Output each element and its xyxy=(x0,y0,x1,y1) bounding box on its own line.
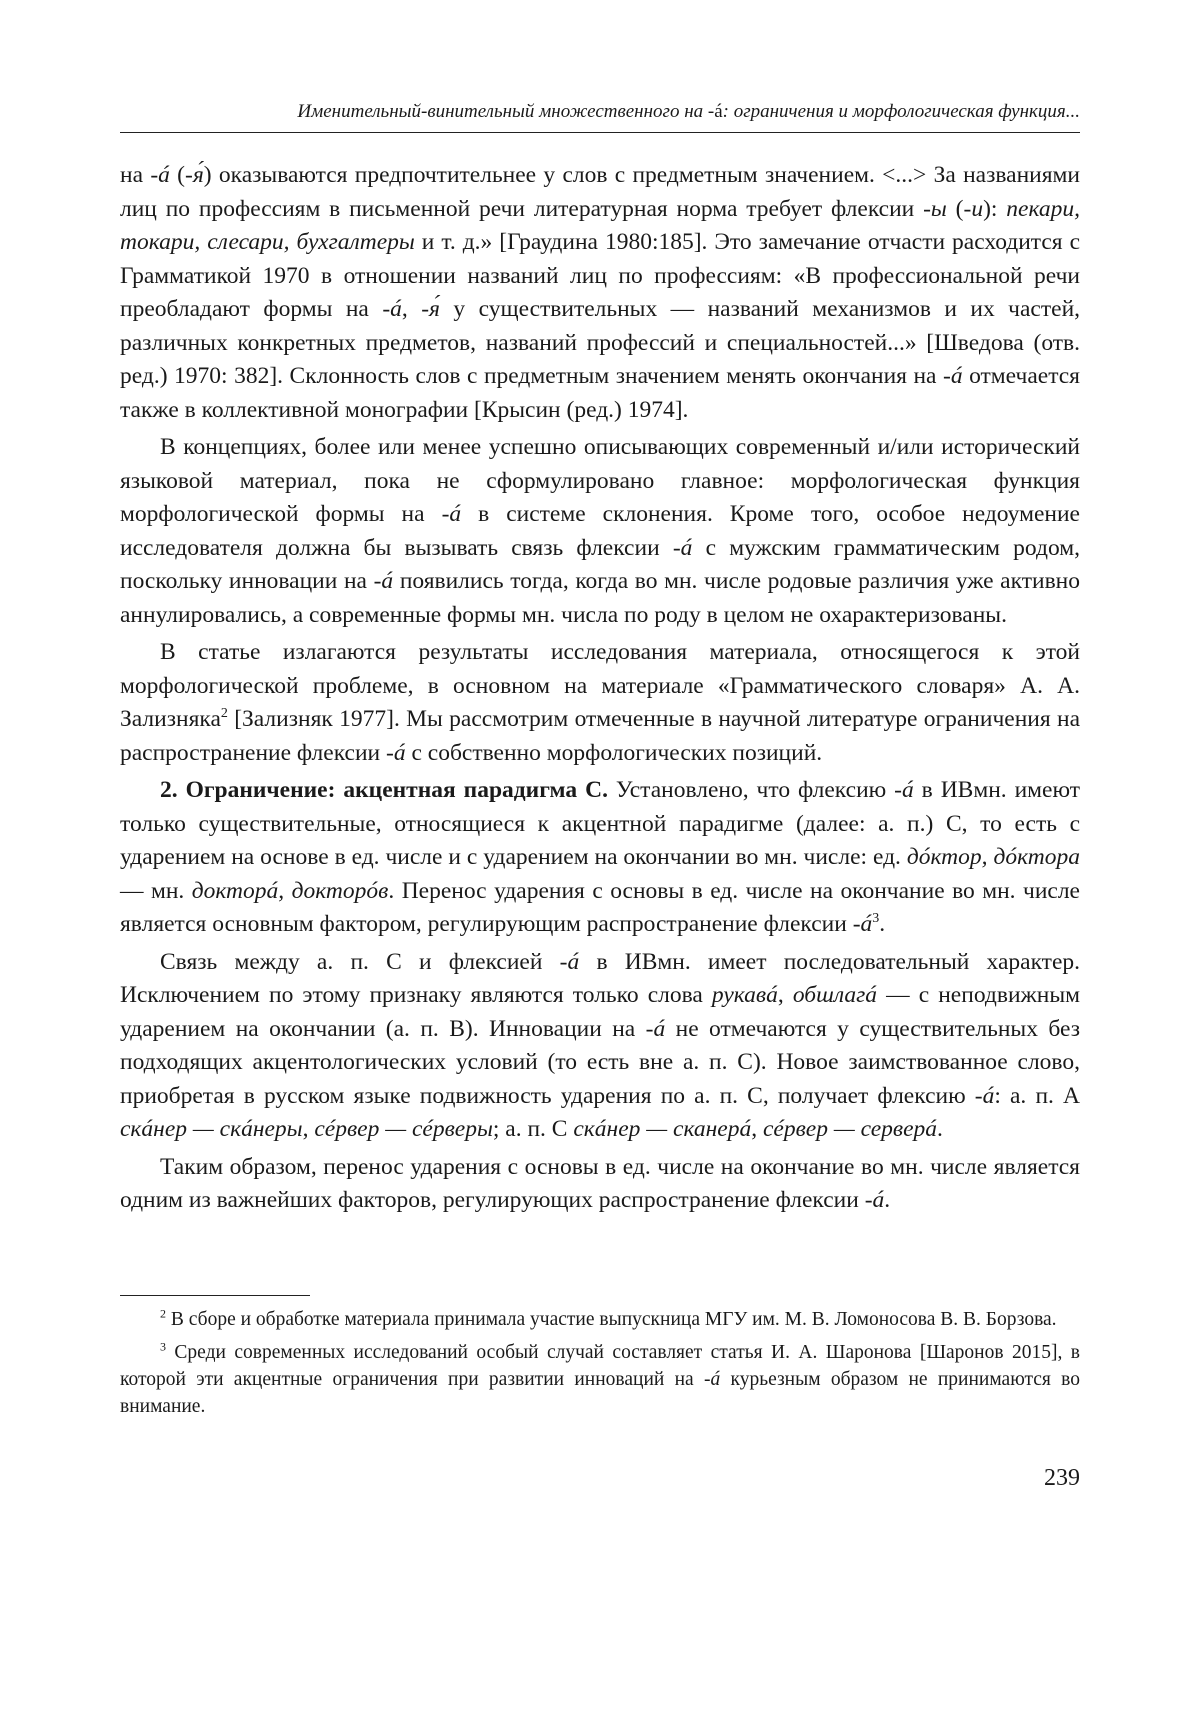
italic-term: -á xyxy=(373,568,394,594)
paragraph-2 xyxy=(120,431,1080,632)
italic-term: сéрвер — сéрверы xyxy=(314,1116,493,1142)
footnote-ref: 2 xyxy=(220,706,228,722)
footnote-ref: 3 xyxy=(872,911,880,927)
footnote-3-italic-marker: -á xyxy=(703,1369,721,1390)
text-run: , xyxy=(777,982,793,1008)
italic-term: сéрвер — серверá xyxy=(762,1116,938,1142)
italic-term: -á xyxy=(943,363,963,389)
italic-term: -á xyxy=(559,948,580,975)
italic-term: -á xyxy=(894,777,914,803)
italic-term: докторá, докторóв xyxy=(191,877,389,904)
text-run: не отмечаются у существительных без подходящих акцентологических условий (то есть вне а. п. С). Новое заимствованное слово, приобретая в русском языке подвижность ударения по а. п. С, получает флексию xyxy=(120,1015,1080,1109)
italic-term: -и xyxy=(963,195,984,222)
italic-term: -á xyxy=(645,1015,666,1042)
text-run: . Перенос ударения с основы в ед. числе на окончание во мн. числе является основным фактором, регулирующим распространение флексии xyxy=(120,877,1080,937)
paragraph-5 xyxy=(120,946,1080,1147)
text-run: [Зализняк 1977]. Мы рассмотрим отмеченные в научной литературе ограничения на распространение флексии xyxy=(120,706,1080,766)
running-head xyxy=(120,100,1080,124)
text-run: . xyxy=(879,911,886,937)
text-run: : а. п. А xyxy=(994,1082,1080,1109)
italic-term: -я́ xyxy=(185,162,204,188)
italic-term: -ы xyxy=(923,195,947,222)
italic-term: -á xyxy=(672,534,693,561)
running-head-pre: Именительный-винительный множественного на xyxy=(297,101,708,122)
text-run: , xyxy=(302,1116,315,1142)
italic-term: -á xyxy=(864,1187,885,1213)
body-text xyxy=(120,159,1080,1222)
paragraph-6 xyxy=(120,1151,1080,1218)
italic-term: дóктор, дóктора xyxy=(906,844,1080,870)
text-run: ): xyxy=(983,195,1007,222)
italic-term: рукавá xyxy=(711,982,778,1008)
text-run: в ИВмн. имеет последовательный характер. Исключением по этому признаку являются только слова xyxy=(120,948,1081,1008)
text-run: Установлено, что флексию xyxy=(607,777,895,803)
italic-term: обшлагá xyxy=(792,982,878,1008)
text-run: — с неподвижным ударением на окончании (а. п. В). Инновации на xyxy=(120,982,1080,1042)
italic-term: -á xyxy=(386,739,406,766)
footnote-rule xyxy=(120,1295,310,1296)
page xyxy=(120,0,1080,1710)
text-run: появились тогда, когда во мн. числе родовые различия уже активно аннулировались, а современные формы мн. числа по роду в целом не охарактеризованы. xyxy=(120,568,1080,628)
text-run: В статье излагаются результаты исследования материала, относящегося к этой морфологической проблеме, в основном на материале «Грамматического словаря» А. А. Зализняка xyxy=(120,639,1080,732)
text-run: с собственно морфологических позиций. xyxy=(405,739,823,766)
text-run: ( xyxy=(169,162,186,188)
header-rule xyxy=(120,132,1080,133)
footnotes xyxy=(120,1306,1080,1426)
text-run: В концепциях, более или менее успешно описывающих современный и/или исторический языковой материал, пока не сформулировано главное: морфологическая функция морфологической формы на xyxy=(120,434,1080,527)
text-run: Связь между а. п. С и флексией xyxy=(160,948,560,975)
text-run: ; а. п. С xyxy=(492,1116,574,1142)
italic-term: -á xyxy=(441,501,462,527)
text-run: в системе склонения. Кроме того, особое недоумение исследователя должна бы вызывать связь флексии xyxy=(120,501,1080,561)
italic-term: скáнер — скáнеры xyxy=(120,1116,303,1142)
page-number: 239 xyxy=(1044,1465,1080,1491)
italic-term: -á xyxy=(150,162,170,188)
footnote-3-marker: 3 xyxy=(160,1339,166,1354)
text-run: , xyxy=(751,1116,763,1142)
footnote-2-marker: 2 xyxy=(160,1306,166,1321)
paragraph-4-section-2 xyxy=(120,774,1080,942)
text-run: ( xyxy=(946,195,964,222)
paragraph-3 xyxy=(120,636,1080,770)
text-run: . xyxy=(884,1187,891,1213)
text-run: и т. д.» [Граудина 1980:185]. Это замечание отчасти расходится с Грамматикой 1970 в отношении названий лиц по профессиям: «В профессиональной речи преобладают формы на xyxy=(120,229,1080,322)
italic-term: -я́ xyxy=(421,296,440,322)
running-head-post: : ограничения и морфологическая функция... xyxy=(722,101,1080,122)
text-run: ) оказываются предпочтительнее у слов с предметным значением. <...> За названиями лиц по профессиям в письменной речи литературная норма требует флексии xyxy=(120,162,1081,222)
text-run: , xyxy=(401,296,422,322)
text-run: отмечается также в коллективной монографии [Крысин (ред.) 1974]. xyxy=(120,363,1080,423)
running-head-marker: -á xyxy=(707,101,723,122)
section-heading: 2. Ограничение: акцентная парадигма С. xyxy=(160,777,608,803)
italic-term: -á xyxy=(382,296,402,322)
text-run: у существительных — названий механизмов и их частей, различных конкретных предметов, названий профессий и специальностей...» [Шведова (отв. ред.) 1970: 382]. Склонность слов с предметным значением менять окончания на xyxy=(120,296,1081,389)
footnote-3 xyxy=(120,1339,1080,1420)
text-run: — мн. xyxy=(120,877,192,904)
italic-term: -á xyxy=(974,1082,995,1109)
text-run: на xyxy=(120,162,151,188)
text-run: . xyxy=(937,1116,943,1142)
italic-term: скáнер — сканерá xyxy=(573,1116,752,1142)
footnote-3-text-post: курьезным образом не принимаются во внимание. xyxy=(120,1369,1080,1417)
italic-term: -á xyxy=(852,911,873,937)
paragraph-1 xyxy=(120,159,1080,427)
text-run: Таким образом, перенос ударения с основы в ед. числе на окончание во мн. числе является одним из важнейших факторов, регулирующих распространение флексии xyxy=(120,1153,1080,1213)
footnote-3-text-pre: Среди современных исследований особый случай составляет статья И. А. Шаронова [Шаронов 2015], в которой эти акцентные ограничения при развитии инноваций на xyxy=(120,1342,1080,1390)
text-run: с мужским грамматическим родом, поскольку инновации на xyxy=(120,534,1080,594)
footnote-2-text: В сборе и обработке материала принимала участие выпускница МГУ им. М. В. Ломоносова В. В. Борзова. xyxy=(166,1309,1057,1330)
italic-term: пекари, токари, слесари, бухгалтеры xyxy=(120,195,1080,255)
text-run: в ИВмн. имеют только существительные, относящиеся к акцентной парадигме (далее: а. п.) С, то есть с ударением на основе в ед. числе и с ударением на окончании во мн. числе: ед. xyxy=(120,777,1080,870)
footnote-2 xyxy=(120,1306,1080,1333)
